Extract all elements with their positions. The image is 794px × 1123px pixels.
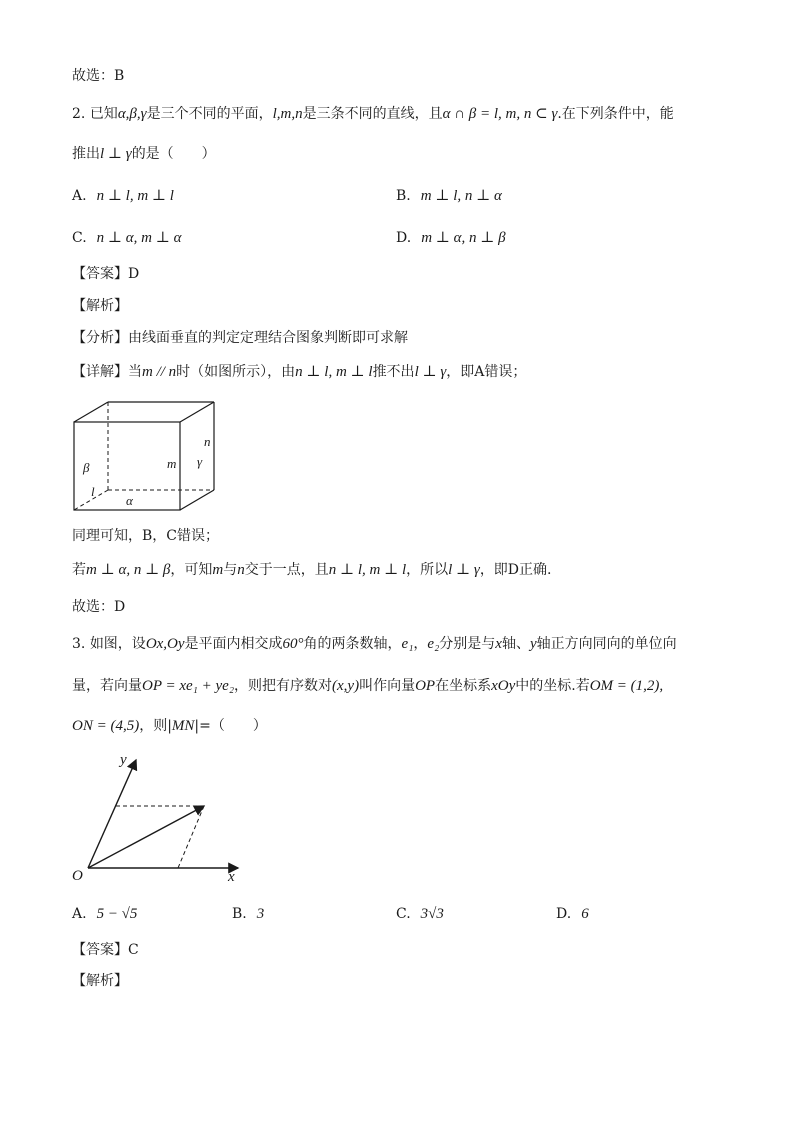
prev-answer-line: 故选：B [72,68,125,84]
q3-math: OP [415,678,436,694]
q3-option-b[interactable] [232,904,264,924]
q3-math: MN [171,718,195,734]
option-math: 6 [581,906,589,922]
q2-option-d[interactable] [396,228,506,248]
q3-text: 轴正方向同向的单位向 [536,636,677,652]
q3-stem-line2 [72,676,663,696]
vector-op [88,806,204,868]
q2-similar: 同理可知，B，C错误； [72,528,219,544]
q2-text: 的是（ ） [131,146,216,162]
option-label: D. [556,906,572,922]
option-label: C. [72,230,87,246]
q2-text: 是三条不同的直线，且 [302,106,443,122]
option-math: 5 − √5 [96,906,138,922]
q3-math: e₂ [427,636,440,652]
detail-math: l ⊥ γ [414,364,447,380]
q3-text: 在坐标系 [435,678,492,694]
q2-stem-line1 [72,104,674,124]
q2-option-b[interactable] [396,186,502,206]
q3-text: 中的坐标.若 [515,678,590,694]
q3-math: OM = (1,2), [589,678,664,694]
if-math: n ⊥ l, m ⊥ l [328,562,407,578]
q3-analysis-header: 【解析】 [72,973,128,989]
q2-option-a[interactable] [72,186,174,206]
q3-math: (x,y) [332,678,360,694]
q3-math: 60° [282,636,304,652]
option-label: A. [72,188,87,204]
q2-lines: l,m,n [272,106,303,122]
if-text: ，所以 [406,562,449,578]
label-m: m [167,456,177,471]
q2-analysis-header: 【解析】 [72,298,128,314]
q2-planes: α,β,γ [117,106,147,122]
q3-math: x [495,636,502,652]
if-text: ，可知 [170,562,213,578]
q3-text: 角的两条数轴， [303,636,402,652]
detail-text: 时（如图所示），由 [176,364,296,380]
option-math: n ⊥ l, m ⊥ l [96,188,174,204]
q2-option-c[interactable] [72,228,181,248]
q2-text: .在下列条件中，能 [557,106,674,122]
y-axis [88,760,136,868]
q2-detail [72,362,526,382]
q3-text: 叫作向量 [359,678,416,694]
option-math: n ⊥ α, m ⊥ α [96,230,182,246]
q3-text: |=（ ） [194,718,267,734]
q3-math: e₁ [401,636,414,652]
label-x: x [228,869,235,885]
option-label: B. [232,906,247,922]
if-text: 交于一点，且 [244,562,329,578]
if-math: m [212,562,224,578]
detail-math: n ⊥ l, m ⊥ l [295,364,373,380]
q3-answer: 【答案】C [72,942,139,958]
q2-condition: α ∩ β = l, m, n ⊂ γ [442,106,558,122]
option-math: 3 [256,906,265,922]
q2-answer: 【答案】D [72,266,140,282]
q3-text: 分别是与 [439,636,496,652]
label-beta: β [83,460,90,475]
label-origin: O [72,868,83,884]
axes-figure [66,750,256,886]
q3-math: y [529,636,537,652]
label-y: y [120,752,127,768]
q2-if-line [72,560,552,580]
if-text: 与 [223,562,238,578]
label-n: n [204,434,211,449]
q2-target: l ⊥ γ [100,146,132,162]
q3-math: ON = (4,5) [72,718,140,734]
q3-text: 轴、 [501,636,530,652]
cuboid-figure [66,396,222,516]
q2-text: 推出 [72,146,100,162]
q3-option-c[interactable] [396,904,444,924]
q2-number: 2. [72,106,86,122]
q3-option-a[interactable] [72,904,137,924]
option-math: 3√3 [420,906,444,922]
q3-text: ，则| [139,718,172,734]
q3-stem-line3 [72,716,267,736]
if-math: m ⊥ α, n ⊥ β [86,562,171,578]
q3-math: xOy [491,678,516,694]
q3-math: Ox,Oy [145,636,185,652]
option-label: B. [396,188,411,204]
option-math: m ⊥ l, n ⊥ α [420,188,502,204]
label-alpha: α [126,493,133,508]
q2-text: 是三个不同的平面， [146,106,273,122]
q3-math: OP = xe₁ + ye₂ [142,678,235,694]
if-math: n [237,562,245,578]
q3-text: ，则把有序数对 [234,678,333,694]
q3-number: 3. [72,636,86,652]
if-text: ，即D正确. [479,562,552,578]
q3-text: 是平面内相交成 [184,636,283,652]
option-label: C. [396,906,411,922]
option-math: m ⊥ α, n ⊥ β [421,230,506,246]
if-text: 若 [72,562,86,578]
label-l: l [91,484,95,499]
q2-stem-line2 [72,144,216,164]
q3-stem-line1 [72,634,677,654]
q3-text: 量，若向量 [72,678,142,694]
if-math: l ⊥ γ [448,562,480,578]
q2-choose: 故选：D [72,599,126,615]
q2-text: 已知 [89,106,118,122]
q3-text: ， [413,636,428,652]
detail-math: m // n [142,364,177,380]
q2-analysis: 【分析】由线面垂直的判定定理结合图象判断即可求解 [72,330,408,346]
q3-text: 如图，设 [89,636,146,652]
option-label: A. [72,906,87,922]
detail-text: ，即A错误； [446,364,527,380]
label-gamma: γ [197,454,203,469]
detail-text: 【详解】当 [72,364,142,380]
detail-text: 推不出 [372,364,415,380]
q3-option-d[interactable] [556,904,589,924]
option-label: D. [396,230,412,246]
